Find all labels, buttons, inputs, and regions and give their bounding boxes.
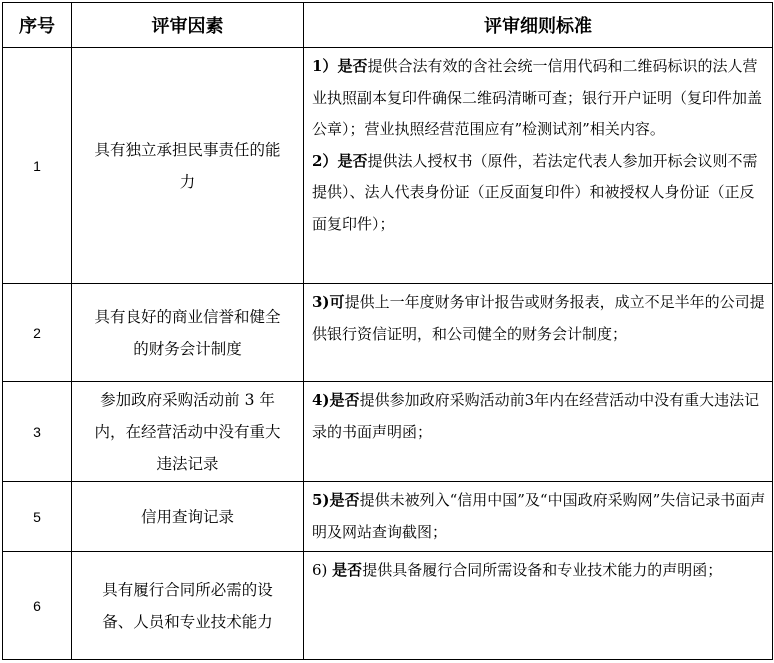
- review-factor: 具有履行合同所必需的设备、人员和专业技术能力: [72, 552, 304, 660]
- criterion-prefix: 5): [312, 491, 330, 509]
- review-factor: 具有良好的商业信誉和健全的财务会计制度: [72, 284, 304, 382]
- review-standard: [304, 48, 773, 284]
- review-standard: [304, 284, 773, 382]
- criterion-prefix: 6): [312, 561, 333, 579]
- criterion-item: [312, 555, 766, 587]
- criterion-keyword: 是否: [329, 491, 360, 509]
- criterion-text: 提供具备履行合同所需设备和专业技术能力的声明函；: [362, 561, 723, 579]
- criterion-item: [312, 51, 766, 146]
- criterion-keyword: 可: [329, 293, 345, 311]
- criterion-item: [312, 146, 766, 241]
- review-standard: [304, 552, 773, 660]
- header-review-standard: 评审细则标准: [304, 3, 773, 48]
- criterion-text: 提供合法有效的含社会统一信用代码和二维码标识的法人营业执照副本复印件确保二维码清晰可查；银行开户证明（复印件加盖公章）；营业执照经营范围应有”检测试剂”相关内容。: [312, 57, 763, 138]
- criterion-item: [312, 485, 766, 548]
- table-row: [3, 482, 773, 552]
- table-row: [3, 48, 773, 284]
- review-standard: [304, 382, 773, 482]
- criterion-prefix: 1）: [312, 57, 338, 75]
- criterion-text: 提供未被列入“信用中国”及“中国政府采购网”失信记录书面声明及网站查询截图；: [312, 491, 766, 541]
- criterion-item: [312, 287, 766, 350]
- header-review-factor: 评审因素: [72, 3, 304, 48]
- criterion-keyword: 是否: [329, 391, 360, 409]
- criterion-keyword: 是否: [332, 561, 363, 579]
- criterion-item: [312, 385, 766, 448]
- table-row: [3, 382, 773, 482]
- table-row: [3, 552, 773, 660]
- row-number: 1: [3, 48, 72, 284]
- row-number: 6: [3, 552, 72, 660]
- criterion-text: 提供参加政府采购活动前3年内在经营活动中没有重大违法记录的书面声明函；: [312, 391, 760, 441]
- row-number: 2: [3, 284, 72, 382]
- row-number: 3: [3, 382, 72, 482]
- review-factor: 参加政府采购活动前 3 年内，在经营活动中没有重大违法记录: [72, 382, 304, 482]
- criterion-text: 提供法人授权书（原件，若法定代表人参加开标会议则不需提供）、法人代表身份证（正反面复印件）和被授权人身份证（正反面复印件）；: [312, 151, 758, 233]
- review-factor: 具有独立承担民事责任的能力: [72, 48, 304, 284]
- criterion-prefix: 2）: [312, 151, 338, 170]
- criterion-keyword: 是否: [337, 151, 368, 170]
- criterion-prefix: 3): [312, 293, 330, 311]
- criterion-keyword: 是否: [337, 57, 368, 75]
- criterion-text: 提供上一年度财务审计报告或财务报表，成立不足半年的公司提供银行资信证明，和公司健全的财务会计制度；: [312, 293, 765, 343]
- row-number: 5: [3, 482, 72, 552]
- table-header-row: [3, 3, 773, 48]
- table-row: [3, 284, 773, 382]
- criterion-prefix: 4): [312, 391, 330, 409]
- review-factor: 信用查询记录: [72, 482, 304, 552]
- review-criteria-table: [2, 2, 773, 660]
- review-standard: [304, 482, 773, 552]
- header-serial-number: 序号: [3, 3, 72, 48]
